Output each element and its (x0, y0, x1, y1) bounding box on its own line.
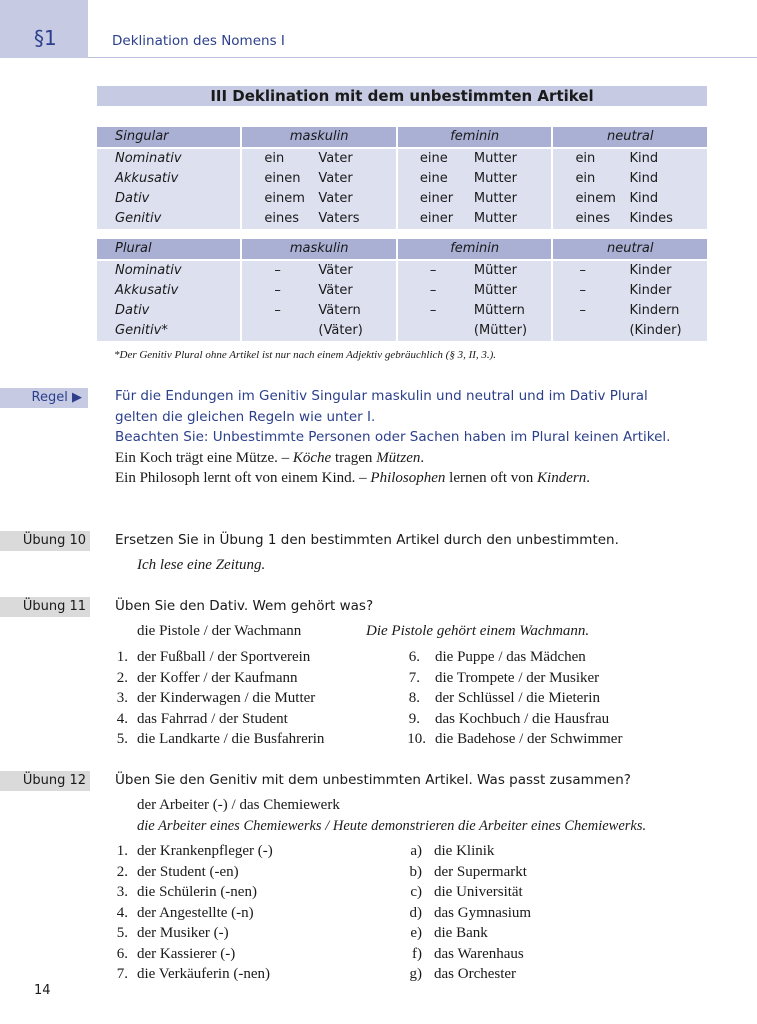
noun: Kind (629, 171, 659, 186)
noun: (Väter) (318, 323, 363, 338)
list-item: g) das Orchester (409, 966, 517, 982)
noun: Mutter (473, 171, 517, 186)
article: einem (264, 191, 305, 206)
list-item: d) das Gymnasium (409, 904, 532, 921)
case-label: Dativ (97, 189, 241, 209)
table-header-cell: feminin (397, 239, 553, 260)
noun: Müttern (473, 303, 525, 318)
table-row (97, 209, 707, 229)
article: eines (264, 211, 300, 226)
article: – (274, 263, 281, 278)
article: – (274, 303, 281, 318)
exercise-instruction: Üben Sie den Dativ. Wem gehört was? (115, 598, 374, 614)
article: ein (264, 151, 285, 166)
noun: Mutter (473, 191, 517, 206)
rule-text: Für die Endungen im Genitiv Singular maskulin und neutral und im Dativ Plural (115, 388, 648, 404)
article: ein (575, 151, 596, 166)
case-label: Nominativ (97, 148, 241, 169)
footnote: *Der Genitiv Plural ohne Artikel ist nur nach einem Adjektiv gebräuchlich (§ 3, II, 3.). (114, 349, 497, 361)
article: einer (419, 211, 454, 226)
noun: Kinder (629, 283, 672, 298)
noun: Kindern (629, 303, 680, 318)
noun: Mütter (473, 283, 517, 298)
exercise-example: die Pistole / der Wachmann (137, 623, 302, 639)
list-item: 4. der Angestellte (-n) (116, 904, 254, 921)
noun: Kind (629, 191, 659, 206)
rule-text: gelten die gleichen Regeln wie unter I. (115, 409, 376, 425)
case-label: Akkusativ (97, 169, 241, 189)
section-badge (0, 0, 88, 58)
noun: Väter (318, 283, 353, 298)
list-item: f) das Warenhaus (412, 945, 524, 962)
section-title: III Deklination mit dem unbestimmten Artikel (97, 86, 707, 106)
noun: (Kinder) (629, 323, 682, 338)
list-item: 1. der Fußball / der Sportverein (116, 649, 311, 665)
table-header-cell: maskulin (241, 239, 397, 260)
list-item: 5. der Musiker (-) (116, 925, 229, 941)
article: – (429, 303, 437, 318)
exercise-instruction: Üben Sie den Genitiv mit dem unbestimmten Artikel. Was passt zusammen? (115, 772, 631, 788)
table-header-cell: maskulin (241, 127, 397, 148)
list-item: 6. der Kassierer (-) (116, 945, 236, 962)
table-row (97, 260, 707, 281)
rule-text: Beachten Sie: Unbestimmte Personen oder Sachen haben im Plural keinen Artikel. (115, 429, 671, 445)
list-item: 7. die Verkäuferin (-nen) (116, 966, 270, 982)
list-item: a) die Klinik (410, 843, 495, 859)
table-header-cell: Plural (97, 239, 241, 260)
singular-table (97, 127, 707, 229)
exercise-label: Übung 12 (0, 771, 90, 791)
regel-label: Regel ▶ (0, 388, 88, 408)
page-number: 14 (34, 983, 51, 998)
table-header-cell: feminin (397, 127, 553, 148)
header-divider (88, 57, 757, 58)
noun: Kinder (629, 263, 672, 278)
table-row (97, 189, 707, 209)
rule-example: Ein Philosoph lernt oft von einem Kind. – Philosophen lernen oft von Kindern. (115, 470, 590, 486)
article: eine (419, 151, 448, 166)
article: einen (264, 171, 301, 186)
table-header-row (97, 239, 707, 260)
case-label: Akkusativ (97, 281, 241, 301)
list-item: 6. die Puppe / das Mädchen (408, 649, 586, 665)
exercise-label: Übung 10 (0, 531, 90, 551)
exercise-example: der Arbeiter (-) / das Chemiewerk (137, 797, 340, 813)
exercise-example-answer: Die Pistole gehört einem Wachmann. (366, 623, 590, 639)
table-row (97, 301, 707, 321)
article: – (579, 283, 586, 298)
list-item: 3. der Kinderwagen / die Mutter (116, 690, 316, 706)
chapter-title: Deklination des Nomens I (112, 33, 285, 49)
exercise-list-right (400, 649, 700, 752)
article: ein (575, 171, 596, 186)
article: – (429, 263, 437, 278)
table-header-cell: neutral (552, 127, 707, 148)
noun: Mutter (473, 151, 517, 166)
exercise-instruction: Ersetzen Sie in Übung 1 den bestimmten Artikel durch den unbestimmten. (115, 532, 619, 548)
article: einem (575, 191, 616, 206)
noun: Vater (318, 171, 353, 186)
article: – (429, 283, 437, 298)
article: – (579, 263, 586, 278)
case-label: Genitiv* (97, 321, 241, 341)
plural-table (97, 239, 707, 341)
list-item: 8. der Schlüssel / die Mieterin (408, 690, 600, 706)
list-item: 2. der Student (-en) (116, 863, 239, 880)
list-item: b) der Supermarkt (409, 863, 527, 880)
list-item: 1. der Krankenpfleger (-) (116, 843, 273, 859)
noun: Vätern (318, 303, 361, 318)
noun: Vaters (318, 211, 360, 226)
section-number: §1 (34, 26, 57, 50)
exercise-list-left (108, 843, 388, 987)
noun: Vater (318, 151, 353, 166)
table-header-cell: neutral (552, 239, 707, 260)
case-label: Genitiv (97, 209, 241, 229)
noun: Kindes (629, 211, 673, 226)
table-row (97, 169, 707, 189)
rule-example: Ein Koch trägt eine Mütze. – Köche tragen Mützen. (115, 450, 425, 466)
article: – (274, 283, 281, 298)
article: – (579, 303, 586, 318)
noun: Vater (318, 191, 353, 206)
table-row (97, 321, 707, 341)
table-header-cell: Singular (97, 127, 241, 148)
noun: Mütter (473, 263, 517, 278)
case-label: Nominativ (97, 260, 241, 281)
list-item: 9. das Kochbuch / die Hausfrau (408, 710, 610, 727)
table-row (97, 281, 707, 301)
table-header-row (97, 127, 707, 148)
list-item: 7. die Trompete / der Musiker (408, 669, 600, 686)
case-label: Dativ (97, 301, 241, 321)
article: einer (419, 191, 454, 206)
list-item: 4. das Fahrrad / der Student (116, 710, 288, 727)
exercise-list-left (108, 649, 368, 752)
list-item: 3. die Schülerin (-nen) (116, 884, 257, 900)
list-item: 2. der Koffer / der Kaufmann (116, 669, 298, 686)
list-item: c) die Universität (410, 884, 523, 900)
exercise-example-answer: die Arbeiter eines Chemiewerks / Heute demonstrieren die Arbeiter eines Chemiewerks. (137, 818, 647, 834)
noun: Kind (629, 151, 659, 166)
exercise-label: Übung 11 (0, 597, 90, 617)
noun: (Mütter) (473, 323, 528, 338)
list-item: 10. die Badehose / der Schwimmer (407, 731, 623, 747)
noun: Väter (318, 263, 353, 278)
list-item: 5. die Landkarte / die Busfahrerin (116, 731, 325, 747)
list-item: e) die Bank (410, 925, 488, 941)
table-row (97, 148, 707, 169)
exercise-list-right (402, 843, 662, 987)
article: eine (419, 171, 448, 186)
noun: Mutter (473, 211, 517, 226)
article: eines (575, 211, 611, 226)
exercise-example: Ich lese eine Zeitung. (137, 557, 266, 573)
